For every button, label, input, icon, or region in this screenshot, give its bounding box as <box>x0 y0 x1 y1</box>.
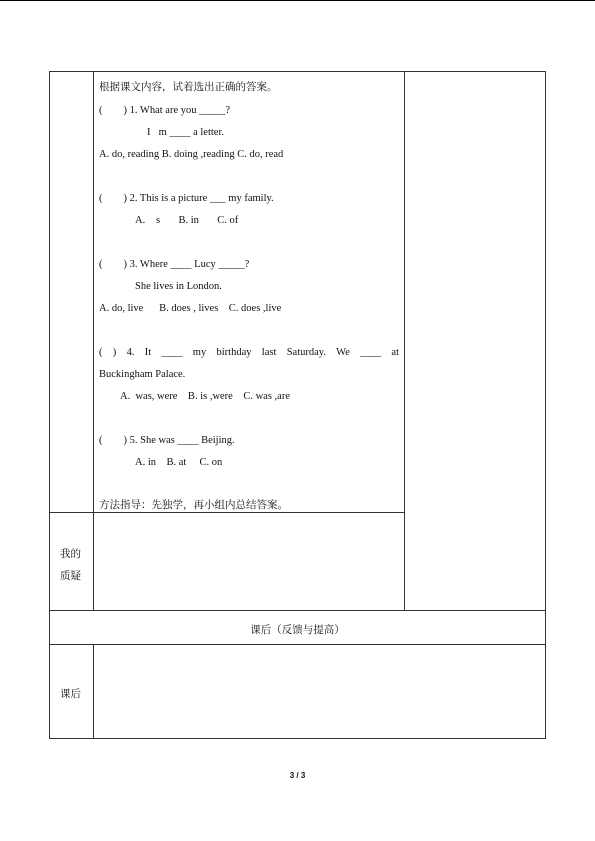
question-5-stem: ( ) 5. She was ____ Beijing. <box>99 435 235 446</box>
after-class-header: 课后（反馈与提高） <box>250 624 345 636</box>
question-3-options: A. do, live B. does , lives C. does ,live <box>99 303 282 314</box>
question-1-stem: ( ) 1. What are you _____? <box>99 105 231 116</box>
question-2-stem: ( ) 2. This is a picture ___ my family. <box>99 193 274 204</box>
page-number: 3 / 3 <box>289 771 306 780</box>
page-top-rule <box>0 0 595 1</box>
question-4-stem: ( ) 4. It ____ my birthday last Saturday. We ____ at <box>99 347 399 358</box>
question-label-line2: 质疑 <box>60 570 81 582</box>
question-3-stem: ( ) 3. Where ____ Lucy _____? <box>99 259 250 270</box>
question-5-options: A. in B. at C. on <box>135 457 223 468</box>
after-class-label: 课后 <box>60 688 81 700</box>
question-3-line2: She lives in London. <box>135 281 222 292</box>
question-1-options: A. do, reading B. doing ,reading C. do, read <box>99 149 284 160</box>
question-4-options: A. was, were B. is ,were C. was ,are <box>120 391 290 402</box>
question-4-line2: Buckingham Palace. <box>99 369 186 380</box>
method-guidance: 方法指导：先独学，再小组内总结答案。 <box>99 499 288 511</box>
question-2-options: A.  s B. in C. of <box>135 215 239 226</box>
question-1-line2: I m ____ a letter. <box>147 127 224 138</box>
question-label-line1: 我的 <box>60 548 81 560</box>
instruction-text: 根据课文内容，试着选出正确的答案。 <box>99 81 278 93</box>
